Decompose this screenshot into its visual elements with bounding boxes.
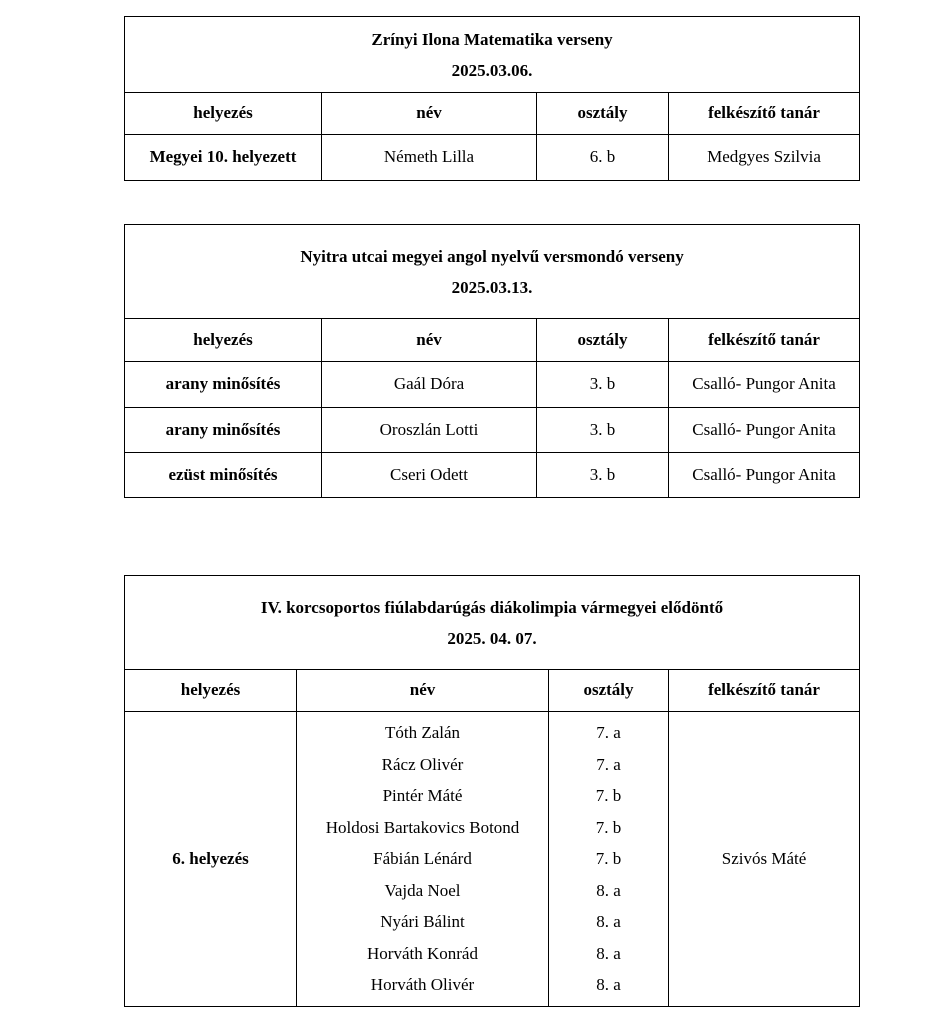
header-teacher: felkészítő tanár: [669, 93, 860, 135]
name-cell: Cseri Odett: [322, 453, 537, 498]
competition-table-football: [124, 575, 860, 1007]
class-list-cell: [549, 712, 669, 1007]
team-member-name: Fábián Lénárd: [373, 849, 472, 869]
header-teacher: felkészítő tanár: [669, 670, 860, 712]
teacher-cell: Szivós Máté: [669, 712, 860, 1007]
competition-table-recitation: [124, 224, 860, 498]
team-member-name: Horváth Olivér: [370, 975, 475, 995]
teacher-cell: Csalló- Pungor Anita: [669, 453, 860, 498]
team-member-name: Holdosi Bartakovics Botond: [325, 817, 520, 837]
teacher-cell: Csalló- Pungor Anita: [669, 362, 860, 408]
team-member-name: Pintér Máté: [382, 786, 463, 806]
table-row: [125, 408, 860, 453]
header-placement: helyezés: [125, 93, 322, 135]
competition-date: 2025. 04. 07.: [447, 628, 537, 648]
placement-cell: arany minősítés: [125, 362, 322, 408]
competition-title: IV. korcsoportos fiúlabdarúgás diákolimpia vármegyei elődöntő: [260, 597, 724, 617]
team-member-class: 7. b: [595, 786, 622, 806]
header-class: osztály: [549, 670, 669, 712]
teacher-cell: Csalló- Pungor Anita: [669, 408, 860, 453]
placement-cell: ezüst minősítés: [125, 453, 322, 498]
team-member-class: 7. a: [596, 723, 621, 743]
header-row: [125, 319, 860, 362]
class-cell: 6. b: [537, 135, 669, 181]
competition-table-zrinyi: [124, 16, 860, 181]
team-member-class: 7. a: [596, 754, 621, 774]
competition-title-cell: [125, 225, 860, 319]
table-row: [125, 712, 860, 1007]
competition-title: Zrínyi Ilona Matematika verseny: [371, 29, 613, 49]
header-placement: helyezés: [125, 670, 297, 712]
team-member-name: Horváth Konrád: [367, 943, 478, 963]
team-member-class: 8. a: [596, 943, 621, 963]
class-cell: 3. b: [537, 453, 669, 498]
team-member-name: Rácz Olivér: [381, 754, 464, 774]
team-member-class: 8. a: [596, 880, 621, 900]
name-cell: Oroszlán Lotti: [322, 408, 537, 453]
team-member-class: 7. b: [595, 849, 622, 869]
header-name: név: [322, 93, 537, 135]
team-member-name: Tóth Zalán: [384, 723, 461, 743]
header-class: osztály: [537, 319, 669, 362]
header-class: osztály: [537, 93, 669, 135]
class-cell: 3. b: [537, 408, 669, 453]
placement-cell: Megyei 10. helyezett: [125, 135, 322, 181]
name-cell: Németh Lilla: [322, 135, 537, 181]
header-row: [125, 93, 860, 135]
table-row: [125, 453, 860, 498]
competition-title-cell: [125, 576, 860, 670]
class-cell: 3. b: [537, 362, 669, 408]
team-member-class: 8. a: [596, 912, 621, 932]
name-list-cell: [297, 712, 549, 1007]
teacher-cell: Medgyes Szilvia: [669, 135, 860, 181]
competition-title: Nyitra utcai megyei angol nyelvű versmondó verseny: [300, 246, 684, 266]
table-row: [125, 135, 860, 181]
placement-cell: arany minősítés: [125, 408, 322, 453]
team-member-class: 8. a: [596, 975, 621, 995]
header-row: [125, 670, 860, 712]
team-member-name: Vajda Noel: [384, 880, 461, 900]
placement-cell: 6. helyezés: [125, 712, 297, 1007]
header-teacher: felkészítő tanár: [669, 319, 860, 362]
team-member-class: 7. b: [595, 817, 622, 837]
competition-title-cell: [125, 17, 860, 93]
competition-date: 2025.03.06.: [451, 60, 533, 80]
team-member-name: Nyári Bálint: [380, 912, 465, 932]
header-placement: helyezés: [125, 319, 322, 362]
competition-date: 2025.03.13.: [451, 277, 533, 297]
name-cell: Gaál Dóra: [322, 362, 537, 408]
table-row: [125, 362, 860, 408]
header-name: név: [297, 670, 549, 712]
header-name: név: [322, 319, 537, 362]
